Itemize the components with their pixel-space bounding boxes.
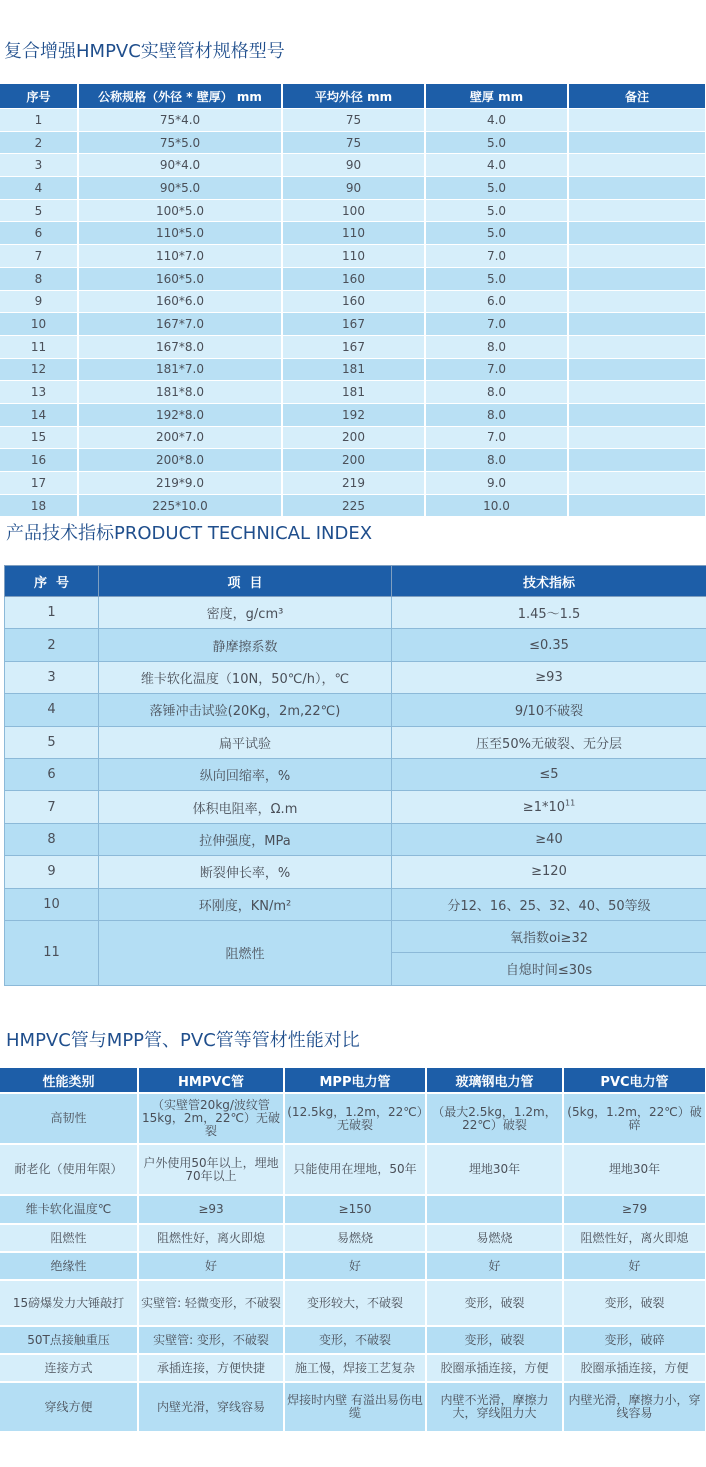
spec-cell-remark	[568, 199, 706, 222]
spec-header-row	[0, 84, 706, 109]
spec-cell-wall: 7.0	[425, 358, 568, 381]
spec-cell-remark	[568, 267, 706, 290]
tech-cell-no: 6	[5, 758, 99, 790]
tech-cell-value	[392, 629, 706, 661]
table-row	[0, 1326, 706, 1354]
tech-value-text: ≤5	[539, 767, 559, 783]
compare-cell-mpp: 变形较大，不破裂	[284, 1280, 426, 1326]
tech-cell-value	[392, 694, 706, 726]
spec-cell-size: 200*7.0	[78, 426, 282, 449]
spec-cell-remark	[568, 449, 706, 472]
spec-cell-wall: 8.0	[425, 403, 568, 426]
spec-header-no: 序号	[0, 84, 78, 109]
spec-cell-no: 3	[0, 154, 78, 177]
spec-cell-od: 167	[282, 313, 425, 336]
tech-cell-item: 环刚度，KN/m²	[99, 888, 392, 920]
spec-table	[0, 84, 706, 516]
spec-cell-wall: 5.0	[425, 177, 568, 200]
spec-cell-od: 100	[282, 199, 425, 222]
spec-cell-od: 181	[282, 358, 425, 381]
compare-cell-pvc: 变形，破裂	[563, 1280, 706, 1326]
tech-cell-item: 体积电阻率，Ω.m	[99, 791, 392, 823]
compare-cell-category: 50T点接触重压	[0, 1326, 138, 1354]
compare-cell-mpp: ≥150	[284, 1195, 426, 1224]
spec-cell-size: 100*5.0	[78, 199, 282, 222]
spec-cell-size: 110*7.0	[78, 245, 282, 268]
compare-cell-mpp: 施工慢，焊接工艺复杂	[284, 1354, 426, 1382]
tech-cell-value	[392, 661, 706, 693]
table-row	[5, 791, 706, 823]
spec-cell-no: 13	[0, 381, 78, 404]
compare-cell-frp: 好	[426, 1252, 563, 1280]
spec-header-remark: 备注	[568, 84, 706, 109]
table-row	[0, 199, 706, 222]
spec-cell-wall: 9.0	[425, 472, 568, 495]
spec-cell-no: 17	[0, 472, 78, 495]
spec-cell-remark	[568, 403, 706, 426]
compare-cell-frp: 变形，破裂	[426, 1280, 563, 1326]
compare-header-row	[0, 1068, 706, 1093]
tech-cell-item: 扁平试验	[99, 726, 392, 758]
tech-cell-item: 断裂伸长率，%	[99, 856, 392, 888]
tech-value-text: ≥1*10	[522, 799, 566, 815]
spec-cell-no: 4	[0, 177, 78, 200]
spec-cell-no: 7	[0, 245, 78, 268]
tech-value-text: ≥40	[535, 831, 563, 847]
tech-section-title: 产品技术指标PRODUCT TECHNICAL INDEX	[6, 523, 373, 544]
spec-section-title: 复合增强HMPVC实壁管材规格型号	[4, 41, 285, 62]
compare-cell-frp: 埋地30年	[426, 1144, 563, 1195]
table-row	[5, 758, 706, 790]
spec-cell-remark	[568, 426, 706, 449]
spec-cell-wall: 7.0	[425, 313, 568, 336]
tech-cell-value-2: 自熄时间≤30s	[392, 953, 706, 985]
compare-cell-hmpvc: （实壁管20kg/波纹管15kg，2m，22℃）无破裂	[138, 1093, 284, 1144]
spec-cell-wall: 6.0	[425, 290, 568, 313]
spec-cell-size: 181*7.0	[78, 358, 282, 381]
spec-cell-no: 8	[0, 267, 78, 290]
compare-cell-frp: 内壁不光滑，摩擦力大，穿线阻力大	[426, 1382, 563, 1431]
table-row	[0, 1224, 706, 1252]
spec-cell-size: 181*8.0	[78, 381, 282, 404]
table-row	[0, 1252, 706, 1280]
tech-header-row	[5, 566, 706, 597]
table-row	[5, 597, 706, 629]
compare-header-mpp: MPP电力管	[284, 1068, 426, 1093]
spec-cell-no: 10	[0, 313, 78, 336]
spec-cell-size: 75*4.0	[78, 109, 282, 132]
tech-header-item: 项 目	[99, 566, 392, 597]
table-row	[0, 1382, 706, 1431]
table-row	[5, 726, 706, 758]
spec-cell-wall: 10.0	[425, 494, 568, 516]
table-row	[0, 1093, 706, 1144]
compare-cell-hmpvc: 实壁管: 轻微变形，不破裂	[138, 1280, 284, 1326]
spec-cell-wall: 5.0	[425, 199, 568, 222]
table-row	[0, 1280, 706, 1326]
spec-cell-od: 200	[282, 449, 425, 472]
spec-cell-od: 110	[282, 222, 425, 245]
compare-cell-hmpvc: 实壁管: 变形，不破裂	[138, 1326, 284, 1354]
compare-cell-pvc: 阻燃性好，离火即熄	[563, 1224, 706, 1252]
table-row	[0, 222, 706, 245]
compare-cell-pvc: 好	[563, 1252, 706, 1280]
tech-cell-no: 7	[5, 791, 99, 823]
tech-cell-no: 8	[5, 823, 99, 855]
spec-cell-size: 90*5.0	[78, 177, 282, 200]
spec-cell-remark	[568, 313, 706, 336]
spec-cell-od: 110	[282, 245, 425, 268]
spec-cell-size: 75*5.0	[78, 131, 282, 154]
spec-cell-od: 181	[282, 381, 425, 404]
compare-cell-category: 连接方式	[0, 1354, 138, 1382]
table-row	[5, 661, 706, 693]
table-row	[5, 920, 706, 952]
spec-cell-no: 2	[0, 131, 78, 154]
compare-cell-hmpvc: 户外使用50年以上，埋地70年以上	[138, 1144, 284, 1195]
compare-cell-frp: （最大2.5kg，1.2m，22℃）破裂	[426, 1093, 563, 1144]
spec-cell-od: 200	[282, 426, 425, 449]
tech-value-text: 分12、16、25、32、40、50等级	[447, 898, 651, 914]
tech-cell-value	[392, 758, 706, 790]
tech-value-text: 压至50%无破裂、无分层	[476, 736, 622, 752]
compare-cell-category: 维卡软化温度℃	[0, 1195, 138, 1224]
spec-cell-od: 160	[282, 290, 425, 313]
tech-cell-item: 纵向回缩率，%	[99, 758, 392, 790]
tech-cell-item: 静摩擦系数	[99, 629, 392, 661]
tech-cell-no: 1	[5, 597, 99, 629]
compare-cell-frp	[426, 1195, 563, 1224]
compare-cell-hmpvc: 好	[138, 1252, 284, 1280]
tech-value-exponent: 11	[565, 798, 576, 808]
compare-cell-hmpvc: 承插连接，方便快捷	[138, 1354, 284, 1382]
tech-value-text: 1.45～1.5	[517, 607, 581, 623]
spec-cell-wall: 8.0	[425, 449, 568, 472]
spec-cell-size: 167*8.0	[78, 335, 282, 358]
spec-cell-remark	[568, 245, 706, 268]
tech-cell-value	[392, 597, 706, 629]
compare-table	[0, 1068, 706, 1431]
compare-cell-pvc: 内壁光滑，摩擦力小，穿线容易	[563, 1382, 706, 1431]
compare-cell-mpp: 焊接时内壁 有溢出易伤电缆	[284, 1382, 426, 1431]
table-row	[0, 109, 706, 132]
spec-cell-od: 219	[282, 472, 425, 495]
compare-cell-pvc: 变形，破碎	[563, 1326, 706, 1354]
spec-cell-no: 5	[0, 199, 78, 222]
spec-cell-remark	[568, 472, 706, 495]
table-row	[0, 1195, 706, 1224]
spec-cell-remark	[568, 177, 706, 200]
table-row	[5, 694, 706, 726]
spec-cell-wall: 5.0	[425, 131, 568, 154]
tech-value-text: ≤0.35	[529, 637, 569, 653]
compare-cell-category: 阻燃性	[0, 1224, 138, 1252]
compare-cell-category: 穿线方便	[0, 1382, 138, 1431]
tech-cell-item: 维卡软化温度（10N，50℃/h），℃	[99, 661, 392, 693]
spec-cell-size: 110*5.0	[78, 222, 282, 245]
compare-cell-mpp: 只能使用在埋地，50年	[284, 1144, 426, 1195]
compare-cell-pvc: ≥79	[563, 1195, 706, 1224]
table-row	[0, 154, 706, 177]
spec-cell-remark	[568, 335, 706, 358]
compare-cell-frp: 易燃烧	[426, 1224, 563, 1252]
spec-cell-od: 192	[282, 403, 425, 426]
spec-cell-no: 14	[0, 403, 78, 426]
table-row	[5, 856, 706, 888]
tech-cell-value	[392, 888, 706, 920]
tech-cell-value	[392, 823, 706, 855]
compare-cell-category: 高韧性	[0, 1093, 138, 1144]
compare-cell-mpp: (12.5kg，1.2m，22℃）无破裂	[284, 1093, 426, 1144]
compare-cell-mpp: 变形，不破裂	[284, 1326, 426, 1354]
compare-cell-frp: 变形，破裂	[426, 1326, 563, 1354]
tech-cell-item: 阻燃性	[99, 920, 392, 985]
table-row	[0, 426, 706, 449]
compare-cell-category: 耐老化（使用年限）	[0, 1144, 138, 1195]
spec-cell-od: 75	[282, 109, 425, 132]
spec-header-wall: 壁厚 mm	[425, 84, 568, 109]
spec-cell-size: 160*5.0	[78, 267, 282, 290]
spec-cell-size: 160*6.0	[78, 290, 282, 313]
tech-value-text: ≥93	[535, 669, 563, 685]
spec-cell-size: 90*4.0	[78, 154, 282, 177]
spec-cell-no: 11	[0, 335, 78, 358]
table-row	[5, 888, 706, 920]
compare-header-frp: 玻璃钢电力管	[426, 1068, 563, 1093]
spec-cell-no: 6	[0, 222, 78, 245]
spec-cell-wall: 7.0	[425, 245, 568, 268]
tech-value-text: 9/10不破裂	[514, 704, 584, 720]
spec-cell-remark	[568, 290, 706, 313]
table-row	[0, 403, 706, 426]
tech-cell-value	[392, 791, 706, 823]
table-row	[0, 449, 706, 472]
spec-cell-size: 200*8.0	[78, 449, 282, 472]
spec-header-size: 公称规格（外径 * 壁厚） mm	[78, 84, 282, 109]
spec-cell-size: 225*10.0	[78, 494, 282, 516]
tech-table	[4, 565, 706, 986]
spec-cell-remark	[568, 154, 706, 177]
spec-cell-no: 16	[0, 449, 78, 472]
tech-cell-no: 3	[5, 661, 99, 693]
spec-cell-no: 18	[0, 494, 78, 516]
tech-cell-value: 氧指数oi≥32	[392, 920, 706, 952]
compare-cell-frp: 胶圈承插连接，方便	[426, 1354, 563, 1382]
table-row	[0, 313, 706, 336]
spec-cell-remark	[568, 109, 706, 132]
table-row	[5, 823, 706, 855]
spec-cell-remark	[568, 494, 706, 516]
compare-cell-mpp: 好	[284, 1252, 426, 1280]
tech-cell-value	[392, 726, 706, 758]
table-row	[0, 245, 706, 268]
spec-cell-size: 192*8.0	[78, 403, 282, 426]
tech-cell-item: 落锤冲击试验(20Kg，2m,22℃)	[99, 694, 392, 726]
spec-cell-wall: 8.0	[425, 335, 568, 358]
spec-cell-od: 75	[282, 131, 425, 154]
spec-cell-wall: 5.0	[425, 267, 568, 290]
spec-cell-no: 12	[0, 358, 78, 381]
spec-cell-no: 1	[0, 109, 78, 132]
spec-cell-no: 9	[0, 290, 78, 313]
compare-cell-mpp: 易燃烧	[284, 1224, 426, 1252]
compare-cell-category: 15磅爆发力大锤敲打	[0, 1280, 138, 1326]
table-row	[0, 290, 706, 313]
table-row	[0, 335, 706, 358]
table-row	[0, 472, 706, 495]
table-row	[0, 494, 706, 516]
spec-cell-size: 219*9.0	[78, 472, 282, 495]
tech-cell-no: 5	[5, 726, 99, 758]
compare-cell-pvc: 胶圈承插连接，方便	[563, 1354, 706, 1382]
spec-cell-remark	[568, 131, 706, 154]
table-row	[5, 629, 706, 661]
compare-header-category: 性能类别	[0, 1068, 138, 1093]
spec-cell-wall: 5.0	[425, 222, 568, 245]
tech-cell-item: 拉伸强度，MPa	[99, 823, 392, 855]
compare-section-title: HMPVC管与MPP管、PVC管等管材性能对比	[6, 1030, 360, 1051]
spec-cell-wall: 8.0	[425, 381, 568, 404]
spec-cell-size: 167*7.0	[78, 313, 282, 336]
spec-cell-wall: 4.0	[425, 154, 568, 177]
table-row	[0, 381, 706, 404]
tech-cell-no: 9	[5, 856, 99, 888]
tech-header-no: 序 号	[5, 566, 99, 597]
compare-cell-hmpvc: 内壁光滑，穿线容易	[138, 1382, 284, 1431]
table-row	[0, 131, 706, 154]
tech-cell-no: 10	[5, 888, 99, 920]
spec-cell-no: 15	[0, 426, 78, 449]
tech-cell-value	[392, 856, 706, 888]
spec-cell-remark	[568, 222, 706, 245]
tech-cell-no: 11	[5, 920, 99, 985]
table-row	[0, 358, 706, 381]
tech-cell-no: 2	[5, 629, 99, 661]
compare-header-hmpvc: HMPVC管	[138, 1068, 284, 1093]
tech-cell-item: 密度，g/cm³	[99, 597, 392, 629]
spec-cell-od: 160	[282, 267, 425, 290]
spec-cell-od: 90	[282, 177, 425, 200]
spec-cell-remark	[568, 358, 706, 381]
spec-cell-od: 90	[282, 154, 425, 177]
compare-header-pvc: PVC电力管	[563, 1068, 706, 1093]
compare-cell-hmpvc: 阻燃性好，离火即熄	[138, 1224, 284, 1252]
table-row	[0, 267, 706, 290]
spec-header-od: 平均外径 mm	[282, 84, 425, 109]
spec-cell-od: 225	[282, 494, 425, 516]
tech-header-value: 技术指标	[392, 566, 706, 597]
table-row	[0, 177, 706, 200]
tech-value-text: ≥120	[531, 864, 567, 880]
compare-cell-category: 绝缘性	[0, 1252, 138, 1280]
compare-cell-pvc: (5kg，1.2m，22℃）破碎	[563, 1093, 706, 1144]
compare-cell-hmpvc: ≥93	[138, 1195, 284, 1224]
compare-cell-pvc: 埋地30年	[563, 1144, 706, 1195]
spec-cell-od: 167	[282, 335, 425, 358]
tech-cell-no: 4	[5, 694, 99, 726]
spec-cell-wall: 4.0	[425, 109, 568, 132]
table-row	[0, 1354, 706, 1382]
spec-cell-wall: 7.0	[425, 426, 568, 449]
spec-cell-remark	[568, 381, 706, 404]
table-row	[0, 1144, 706, 1195]
